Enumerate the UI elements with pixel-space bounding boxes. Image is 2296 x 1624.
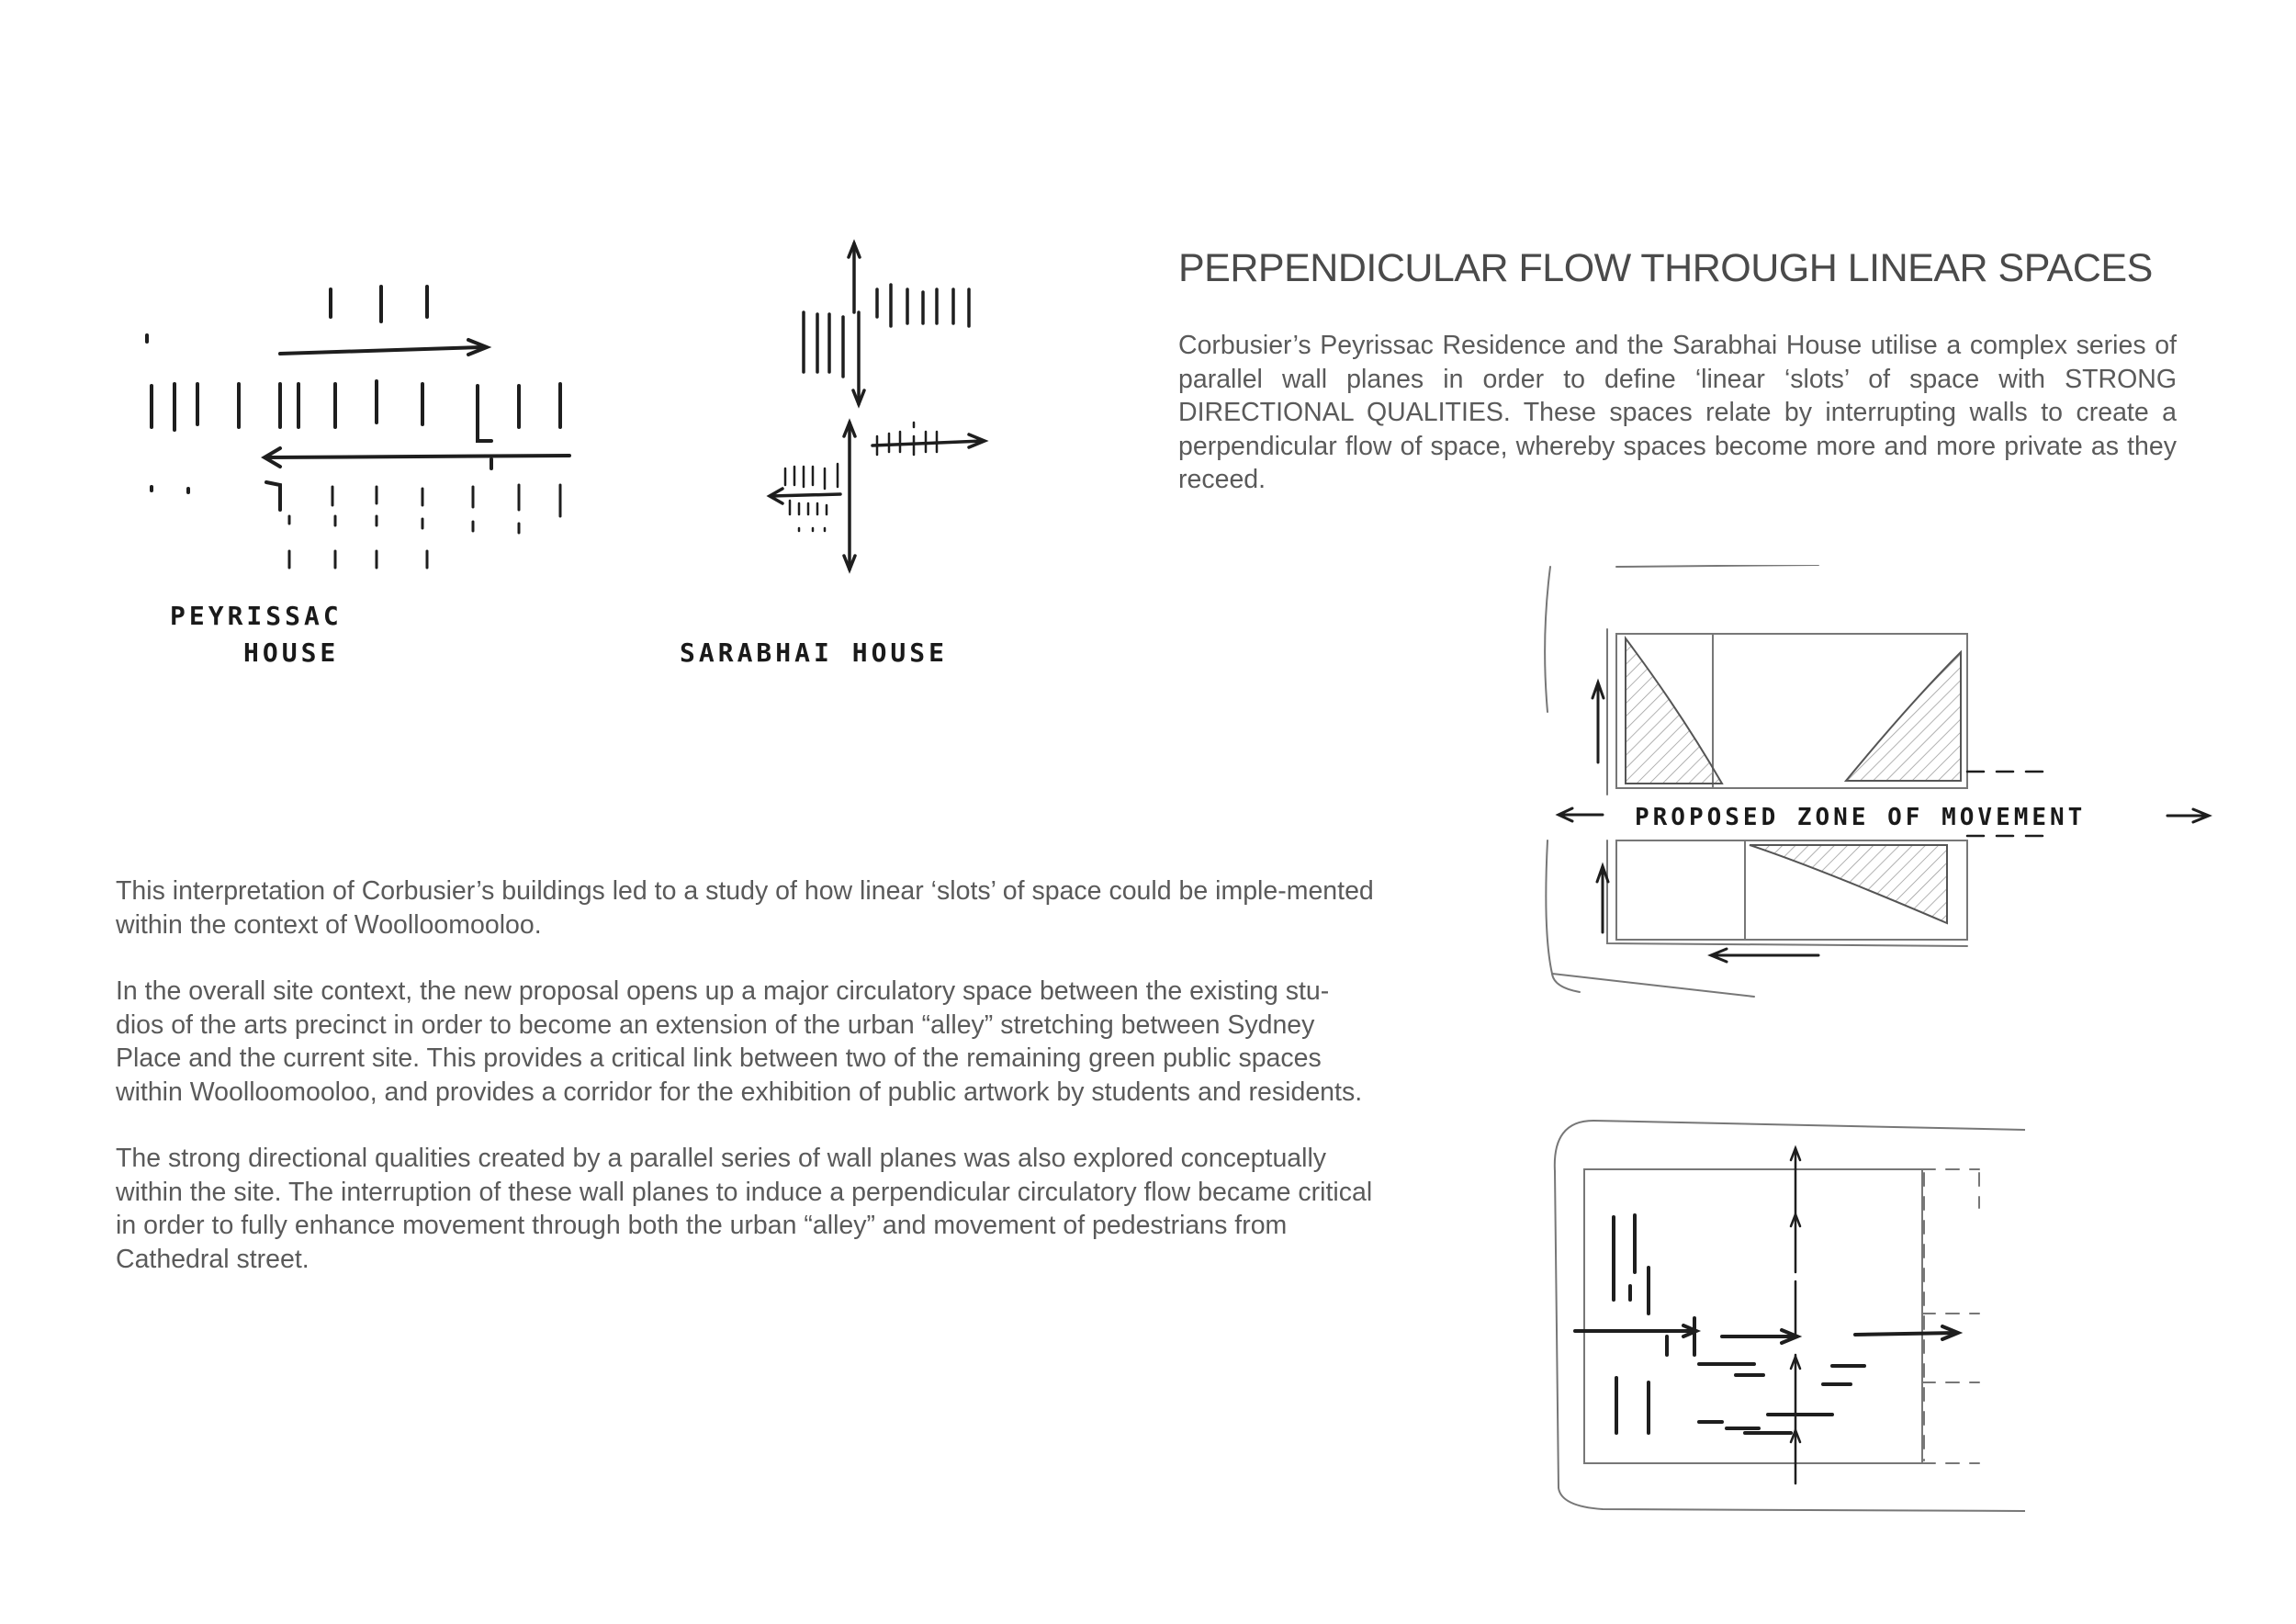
peyrissac-house-sketch xyxy=(129,276,588,680)
page-heading: PERPENDICULAR FLOW THROUGH LINEAR SPACES xyxy=(1178,246,2153,290)
body-paragraph-3: The strong directional qualities created by a parallel series of wall planes was also explored conceptually within the site. The interruption of these wall planes to induce a perpendicular circulatory flow became critical in order to fully enhance movement through both the urban “alley” and movement of pedestrians from Cathedral street. xyxy=(116,1144,1373,1274)
peyrissac-label-line2: HOUSE xyxy=(243,637,340,668)
sarabhai-label: SARABHAI HOUSE xyxy=(680,637,949,668)
intro-paragraph: Corbusier’s Peyrissac Residence and the Sarabhai House utilise a complex series of parallel wall planes in order to define ‘linear ‘slots’ of space with STRONG DIRECTIONAL QUALITIES. These spaces relate by interrupting walls to create a perpendicular flow of space, whereby spaces become more and more private as they receed. xyxy=(1178,331,2177,494)
circulation-plan-sketch xyxy=(1548,1116,2025,1529)
proposed-zone-sketch xyxy=(1543,565,2241,1001)
body-text xyxy=(116,874,1376,1309)
movement-zone-label: PROPOSED ZONE OF MOVEMENT xyxy=(1635,804,2087,831)
body-paragraph-2: In the overall site context, the new proposal opens up a major circulatory space between the existing stu-dios of the arts precinct in order to become an extension of the urban “alley” stretching between Sydney Place and the current site. This provides a critical link between two of the remaining green public spaces within Woolloomooloo, and provides a corridor for the exhibition of public artwork by students and residents. xyxy=(116,976,1363,1107)
peyrissac-label-line1: PEYRISSAC xyxy=(170,601,343,631)
body-paragraph-1: This interpretation of Corbusier’s buildings led to a study of how linear ‘slots’ of space could be imple-mented within the context of Woolloomooloo. xyxy=(116,876,1374,940)
sarabhai-house-sketch xyxy=(680,239,1029,671)
